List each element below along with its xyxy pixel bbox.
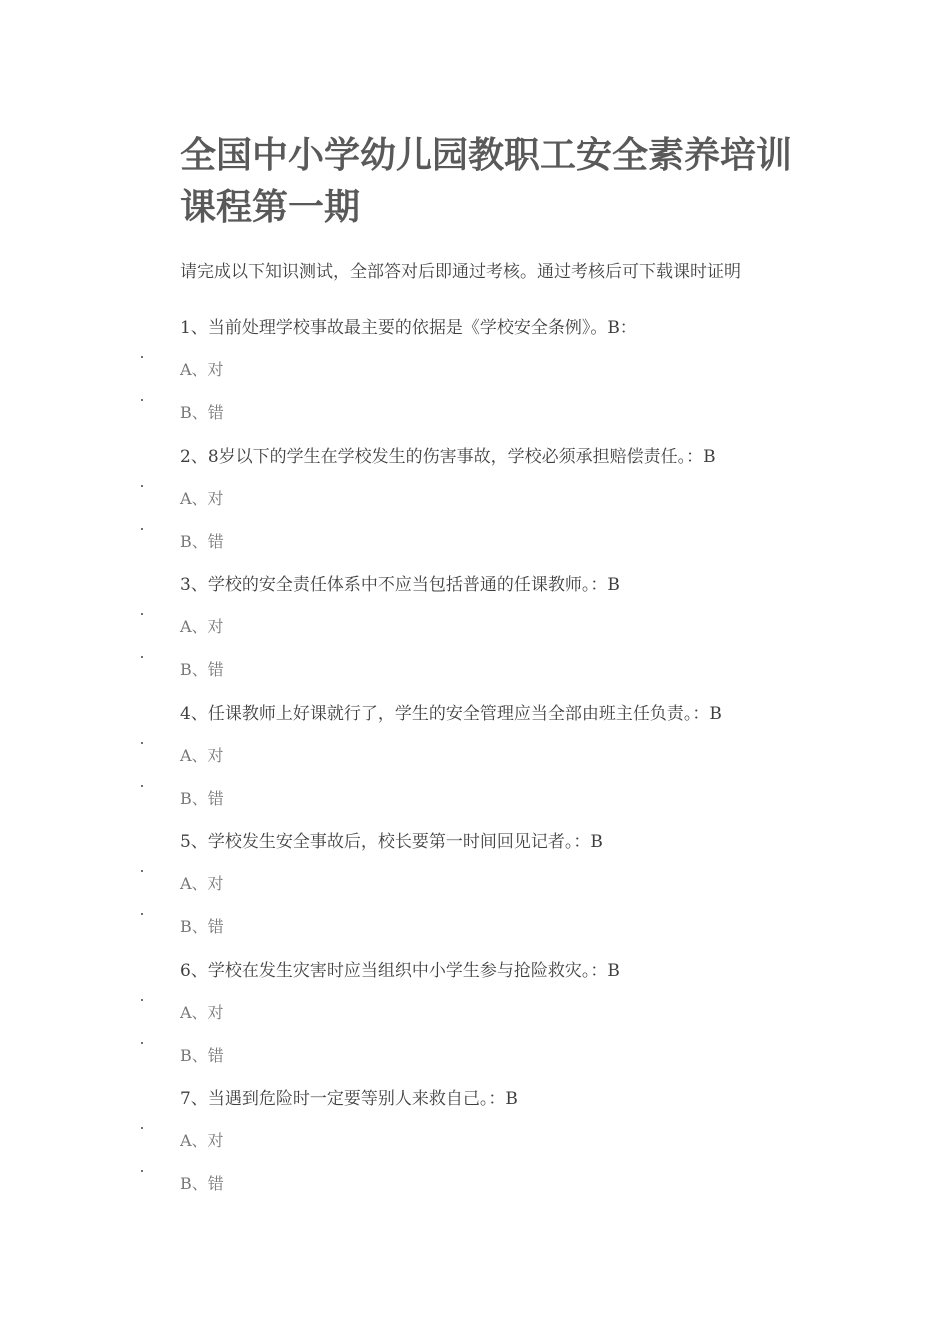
bullet-dot-icon	[141, 1042, 143, 1044]
bullet-dot-icon	[141, 1127, 143, 1129]
bullet-dot-icon	[141, 528, 143, 530]
option-a[interactable]: A、对	[180, 874, 224, 893]
bullet-dot-icon	[141, 999, 143, 1001]
option-b[interactable]: B、错	[180, 1174, 224, 1193]
question-item	[0, 829, 950, 958]
page-title: 全国中小学幼儿园教职工安全素养培训课程第一期	[180, 135, 793, 228]
question-text: 2、8岁以下的学生在学校发生的伤害事故，学校必须承担赔偿责任。：B	[180, 446, 716, 467]
bullet-dot-icon	[141, 656, 143, 658]
bullet-dot-icon	[141, 785, 143, 787]
question-text: 7、当遇到危险时一定要等别人来救自己。：B	[180, 1089, 518, 1109]
option-a[interactable]: A、对	[180, 745, 224, 765]
bullet-dot-icon	[141, 485, 143, 487]
bullet-dot-icon	[141, 399, 143, 401]
bullet-dot-icon	[141, 742, 143, 744]
bullet-dot-icon	[141, 613, 143, 615]
question-item	[0, 572, 950, 701]
question-text: 6、学校在发生灾害时应当组织中小学生参与抢险救灾。：B	[180, 960, 620, 981]
bullet-dot-icon	[141, 356, 143, 358]
question-item	[0, 1086, 950, 1215]
option-a[interactable]: A、对	[180, 1131, 224, 1150]
option-b[interactable]: B、错	[180, 917, 224, 936]
option-a[interactable]: A、对	[180, 1002, 224, 1022]
option-b[interactable]: B、错	[180, 1045, 224, 1065]
bullet-dot-icon	[141, 913, 143, 915]
question-item	[0, 444, 950, 573]
question-list	[0, 315, 950, 1215]
option-b[interactable]: B、错	[180, 660, 224, 679]
bullet-dot-icon	[141, 1170, 143, 1172]
option-a[interactable]: A、对	[180, 617, 224, 636]
question-text: 3、学校的安全责任体系中不应当包括普通的任课教师。：B	[180, 575, 620, 595]
question-item	[0, 315, 950, 444]
question-item	[0, 958, 950, 1087]
option-b[interactable]: B、错	[180, 788, 224, 808]
intro-text: 请完成以下知识测试，全部答对后即通过考核。通过考核后可下载课时证明	[180, 262, 741, 282]
option-b[interactable]: B、错	[180, 403, 224, 422]
option-a[interactable]: A、对	[180, 488, 224, 508]
question-item	[0, 701, 950, 830]
option-a[interactable]: A、对	[180, 360, 224, 379]
bullet-dot-icon	[141, 870, 143, 872]
option-b[interactable]: B、错	[180, 531, 224, 551]
question-text: 1、当前处理学校事故最主要的依据是《学校安全条例》。B：	[180, 318, 637, 338]
question-text: 4、任课教师上好课就行了，学生的安全管理应当全部由班主任负责。：B	[180, 703, 722, 724]
question-text: 5、学校发生安全事故后，校长要第一时间回见记者。：B	[180, 832, 603, 852]
